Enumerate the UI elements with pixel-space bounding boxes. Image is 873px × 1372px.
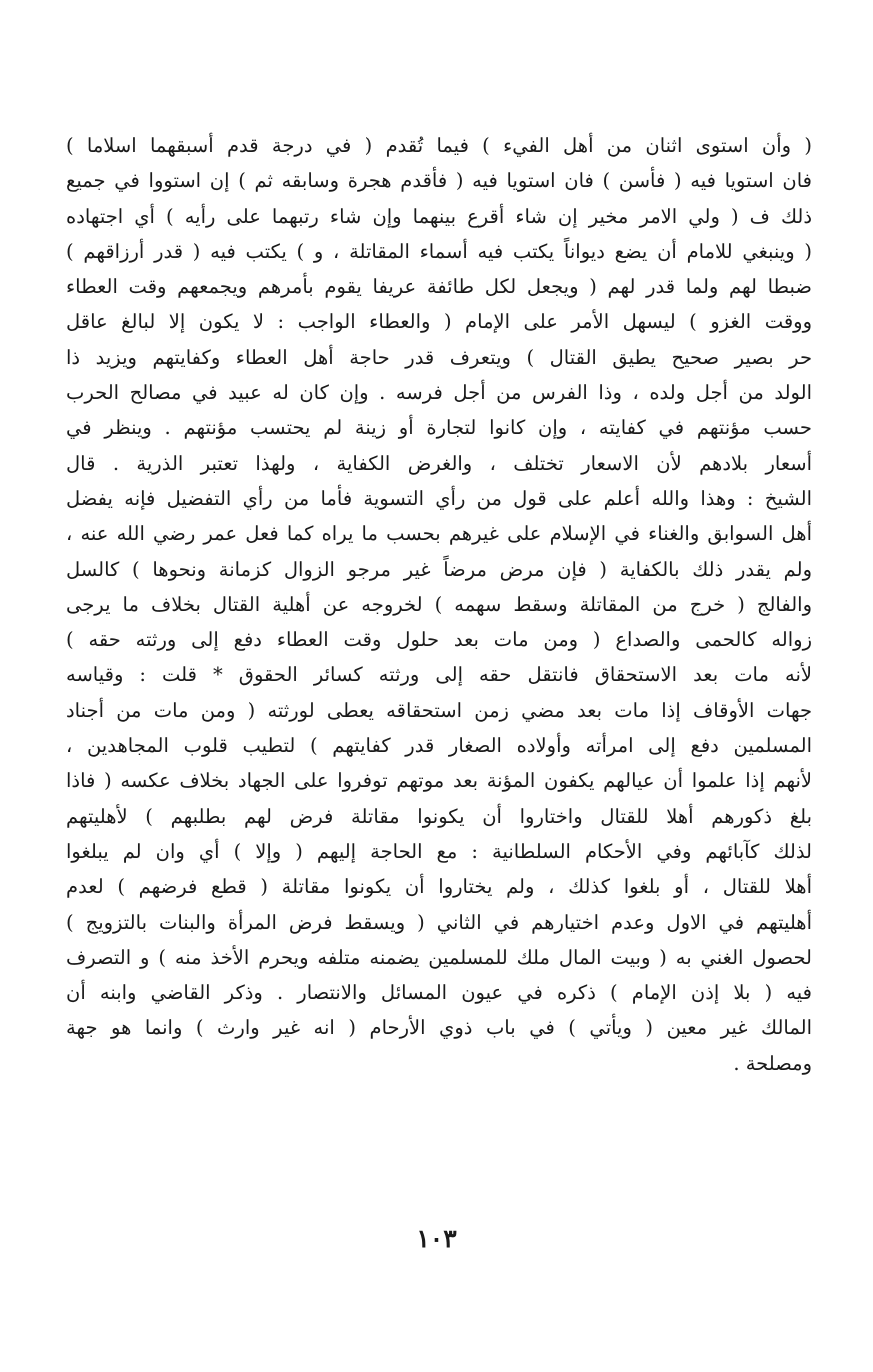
text-line: حسب مؤنتهم في كفايته ، وإن كانوا لتجارة أو زينة لم يحتسب مؤنتهم . وينظر في: [66, 416, 812, 440]
text-line: لحصول الغني به ( وبيت المال ملك للمسلمين يضمنه متلفه ويحرم الأخذ منه ) و التصرف: [66, 945, 812, 969]
text-line: ( وينبغي للامام أن يضع ديواناً يكتب فيه أسماء المقاتلة ، و ) يكتب فيه ( قدر أرزاقهم ): [66, 239, 812, 263]
text-line: ذلك ف ( ولي الامر مخير إن شاء أقرع بينهما وإن شاء رتبهما على رأيه ) أي اجتهاده: [66, 204, 812, 228]
body-text: [66, 128, 812, 1081]
text-line: أهل السوابق والغناء في الإسلام على غيرهم بحسب ما يراه كما فعل عمر رضي الله عنه ،: [66, 522, 812, 546]
text-line: والفالج ( خرج من المقاتلة وسقط سهمه ) لخروجه عن أهلية القتال بخلاف ما يرجى: [66, 592, 812, 616]
text-line: ومصلحة .: [733, 1051, 812, 1075]
text-line: المالك غير معين ( ويأتي ) في باب ذوي الأرحام ( انه غير وارث ) وانما هو جهة: [66, 1016, 812, 1040]
text-line: حر بصير صحيح يطيق القتال ) ويتعرف قدر حاجة أهل العطاء وكفايتهم ويزيد ذا: [66, 345, 812, 369]
text-line: أسعار بلادهم لأن الاسعار تختلف ، والغرض الكفاية ، ولهذا تعتبر الذرية . قال: [66, 451, 812, 475]
text-line: أهلا للقتال ، أو بلغوا كذلك ، ولم يختاروا أن يكونوا مقاتلة ( قطع فرضهم ) لعدم: [66, 875, 812, 899]
text-line: الشيخ : وهذا والله أعلم على قول من رأي التسوية فأما من رأي التفضيل فإنه يفضل: [66, 486, 812, 510]
text-line: لأنه مات بعد الاستحقاق فانتقل حقه إلى ورثته كسائر الحقوق * قلت : وقياسه: [66, 663, 812, 687]
text-line: لذلك كآبائهم وفي الأحكام السلطانية : مع الحاجة إليهم ( وإلا ) أي وان لم يبلغوا: [66, 839, 812, 863]
text-line: الولد من أجل ولده ، وذا الفرس من أجل فرسه . وإن كان له عبيد في مصالح الحرب: [66, 381, 812, 405]
text-line: ووقت الغزو ) ليسهل الأمر على الإمام ( والعطاء الواجب : لا يكون إلا لبالغ عاقل: [66, 310, 812, 334]
text-line: لأنهم إذا علموا أن عيالهم يكفون المؤنة بعد موتهم توفروا على الجهاد بخلاف عكسه ( فاذا: [66, 769, 812, 793]
text-line: فان استويا فيه ( فأسن ) فان استويا فيه ( فأقدم هجرة وسابقه ثم ) إن استووا في جميع: [66, 169, 812, 193]
text-line: فيه ( بلا إذن الإمام ) ذكره في عيون المسائل والانتصار . وذكر القاضي وابنه أن: [66, 981, 812, 1005]
text-line: جهات الأوقاف إذا مات بعد مضي زمن استحقاقه يعطى لورثته ( ومن مات من أجناد: [66, 698, 812, 722]
page-number: ١٠٣: [416, 1224, 457, 1253]
text-line: ولم يقدر ذلك بالكفاية ( فإن مرض مرضاً غير مرجو الزوال كزمانة ونحوها ) كالسل: [66, 557, 812, 581]
text-line: ( وأن استوى اثنان من أهل الفيء ) فيما تُقدم ( في درجة قدم أسبقهما اسلاما ): [66, 134, 812, 157]
text-line: المسلمين دفع إلى امرأته وأولاده الصغار قدر كفايتهم ) لتطيب قلوب المجاهدين ،: [66, 734, 812, 758]
text-line: ضبطا لهم ولما قدر لهم ( ويجعل لكل طائفة عريفا يقوم بأمرهم ويجمعهم وقت العطاء: [66, 275, 812, 299]
text-line: أهليتهم في الاول وعدم اختيارهم في الثاني ( ويسقط فرض المرأة والبنات بالتزويج ): [66, 910, 812, 934]
text-line: زواله كالحمى والصداع ( ومن مات بعد حلول وقت العطاء دفع إلى ورثته حقه ): [66, 628, 812, 652]
text-line: بلغ ذكورهم أهلا للقتال واختاروا أن يكونوا مقاتلة فرض لهم بطلبهم ) لأهليتهم: [66, 804, 812, 828]
